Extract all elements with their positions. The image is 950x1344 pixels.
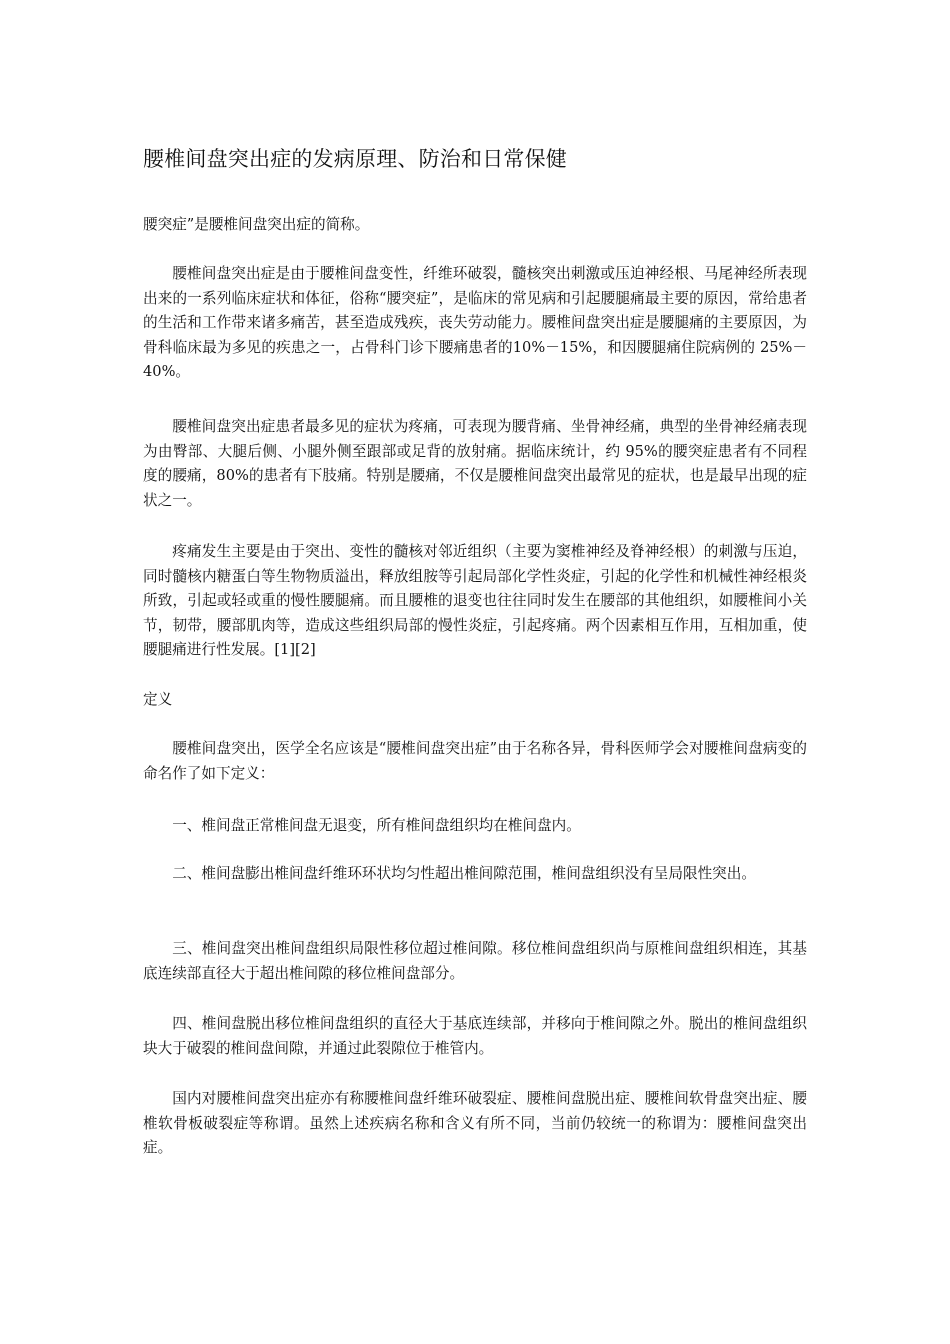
definition-item-2: 二、椎间盘膨出椎间盘纤维环环状均匀性超出椎间隙范围，椎间盘组织没有呈局限性突出。 [172,865,756,882]
closing-paragraph: 国内对腰椎间盘突出症亦有称腰椎间盘纤维环破裂症、腰椎间盘脱出症、腰椎间软骨盘突出症、腰椎软骨板破裂症等称谓。虽然上述疾病名称和含义有所不同，当前仍较统一的称谓为：腰椎间盘突出症。 [143,1090,807,1157]
intro-paragraph: 腰突症”是腰椎间盘突出症的简称。 [143,216,370,233]
body-paragraph-1: 腰椎间盘突出症是由于腰椎间盘变性，纤维环破裂，髓核突出刺激或压迫神经根、马尾神经所表现出来的一系列临床症状和体征，俗称“腰突症”，是临床的常见病和引起腰腿痛最主要的原因，常给患者的生活和工作带来诸多痛苦，甚至造成残疾，丧失劳动能力。腰椎间盘突出症是腰腿痛的主要原因，为骨科临床最为多见的疾患之一，占骨科门诊下腰痛患者的10%－15%，和因腰腿痛住院病例的 25%－40%。 [143,265,807,381]
body-paragraph-3: 疼痛发生主要是由于突出、变性的髓核对邻近组织（主要为窦椎神经及脊神经根）的刺激与压迫，同时髓核内糖蛋白等生物物质溢出，释放组胺等引起局部化学性炎症，引起的化学性和机械性神经根炎所致，引起或轻或重的慢性腰腿痛。而且腰椎的退变也往往同时发生在腰部的其他组织，如腰椎间小关节，韧带，腰部肌肉等，造成这些组织局部的慢性炎症，引起疼痛。两个因素相互作用，互相加重，使腰腿痛进行性发展。[1][2] [143,543,807,659]
definition-item-4: 四、椎间盘脱出移位椎间盘组织的直径大于基底连续部，并移向于椎间隙之外。脱出的椎间盘组织块大于破裂的椎间盘间隙，并通过此裂隙位于椎管内。 [143,1015,807,1057]
section-heading-definition: 定义 [143,691,173,708]
definition-intro-paragraph: 腰椎间盘突出，医学全名应该是“腰椎间盘突出症”由于名称各异，骨科医师学会对腰椎间盘病变的命名作了如下定义： [143,740,807,782]
body-paragraph-2: 腰椎间盘突出症患者最多见的症状为疼痛，可表现为腰背痛、坐骨神经痛，典型的坐骨神经痛表现为由臀部、大腿后侧、小腿外侧至跟部或足背的放射痛。据临床统计，约 95%的腰突症患者有不同程度的腰痛，80%的患者有下肢痛。特别是腰痛，不仅是腰椎间盘突出最常见的症状，也是最早出现的症状之一。 [143,418,807,509]
definition-item-1: 一、椎间盘正常椎间盘无退变，所有椎间盘组织均在椎间盘内。 [172,817,581,834]
definition-item-3: 三、椎间盘突出椎间盘组织局限性移位超过椎间隙。移位椎间盘组织尚与原椎间盘组织相连，其基底连续部直径大于超出椎间隙的移位椎间盘部分。 [143,940,807,982]
document-title: 腰椎间盘突出症的发病原理、防治和日常保健 [143,147,567,171]
